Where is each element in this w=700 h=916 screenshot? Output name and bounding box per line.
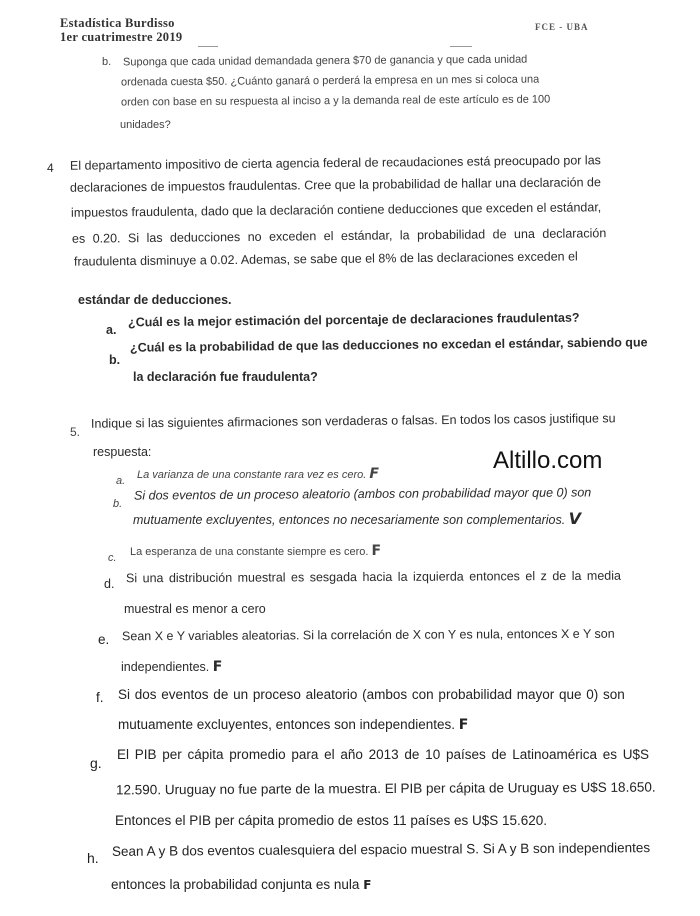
header-divider	[450, 46, 472, 47]
q5-item-letter: a.	[116, 475, 126, 487]
false-mark-icon: F	[458, 717, 469, 733]
q4-line: declaraciones de impuestos fraudulentas. Cree que la probabilidad de hallar una declaración de	[69, 175, 601, 195]
q5-item-letter: g.	[90, 755, 102, 771]
q4-item-letter: a.	[106, 323, 117, 337]
prev-item-line: unidades?	[120, 119, 171, 131]
question-number: 5.	[70, 425, 81, 439]
q5-item-text	[121, 660, 222, 674]
q5-item-letter: h.	[87, 850, 99, 866]
q5-item-text	[118, 718, 468, 732]
q5-intro: respuesta:	[93, 445, 152, 459]
statement-text: La varianza de una constante rara vez es cero.	[137, 469, 367, 481]
watermark-text: Altillo.com	[493, 447, 603, 474]
q5-item-letter: e.	[98, 632, 110, 647]
question-number: 4	[47, 161, 54, 175]
statement-text: independientes.	[121, 660, 210, 674]
q5-item-letter: d.	[104, 577, 115, 591]
q4-item-text: ¿Cuál es la mejor estimación del porcentaje de declaraciones fraudulentas?	[127, 310, 580, 330]
prev-item-letter: b.	[102, 56, 112, 68]
q4-item-text: ¿Cuál es la probabilidad de que las deducciones no excedan el estándar, sabiendo que	[129, 335, 648, 355]
q5-item-text: Sean X e Y variables aleatorias. Si la correlación de X con Y es nula, entonces X e Y son	[121, 626, 615, 644]
course-title: Estadística Burdisso	[60, 16, 175, 30]
q5-item-text: 12.590. Uruguay no fue parte de la muestra. El PIB per cápita de Uruguay es U$S 18.650.	[115, 779, 656, 798]
q5-item-text: muestral es menor a cero	[124, 602, 266, 616]
q4-line: estándar de deducciones.	[78, 293, 232, 307]
statement-text: mutuamente excluyentes, entonces no necesariamente son complementarios.	[133, 513, 566, 527]
false-mark-icon: F	[369, 466, 379, 482]
q5-item-text	[130, 544, 381, 559]
q5-item-text	[133, 509, 582, 528]
false-mark-icon: F	[212, 659, 223, 675]
q4-line: impuestos fraudulenta, dado que la declaración contiene deducciones que exceden el estándar,	[70, 200, 602, 220]
q5-item-text: Si dos eventos de un proceso aleatorio (ambos con probabilidad mayor que 0) son	[118, 687, 625, 702]
false-mark-icon: F	[363, 878, 372, 892]
prev-item-line: orden con base en su respuesta al inciso a y la demanda real de este artículo es de 100	[120, 93, 551, 109]
statement-text: La esperanza de una constante siempre es cero.	[130, 546, 369, 558]
term-title: 1er cuatrimestre 2019	[60, 30, 183, 44]
q5-item-text	[137, 467, 379, 482]
q4-line: El departamento impositivo de cierta agencia federal de recaudaciones está preocupado por las	[69, 153, 601, 173]
q5-item-text: Entonces el PIB per cápita promedio de estos 11 países es U$S 15.620.	[115, 813, 548, 828]
q5-item-letter: b.	[113, 498, 123, 510]
q4-line: fraudulenta disminuye a 0.02. Ademas, se sabe que el 8% de las declaraciones exceden el	[73, 249, 578, 269]
q5-item-text	[111, 878, 371, 892]
q5-item-text: Si una distribución muestral es sesgada hacia la izquierda entonces el z de la media	[125, 568, 621, 586]
q5-item-text: Si dos eventos de un proceso aleatorio (ambos con probabilidad mayor que 0) son	[133, 485, 592, 503]
prev-item-line: ordenada cuesta $50. ¿Cuánto ganará o perderá la empresa en un mes si coloca una	[120, 73, 540, 89]
statement-text: mutuamente excluyentes, entonces son independientes.	[118, 717, 455, 732]
prev-item-line: Suponga que cada unidad demandada genera $70 de ganancia y que cada unidad	[122, 53, 528, 69]
q4-item-text: la declaración fue fraudulenta?	[133, 370, 318, 384]
q4-item-letter: b.	[109, 353, 121, 367]
q5-intro: Indique si las siguientes afirmaciones son verdaderas o falsas. En todos los casos justifique su	[90, 411, 616, 431]
header-title	[60, 16, 182, 44]
q5-item-letter: c.	[108, 552, 117, 564]
q5-item-text: Sean A y B dos eventos cualesquiera del espacio muestral S. Si A y B son independientes	[111, 840, 651, 859]
q5-item-text: El PIB per cápita promedio para el año 2013 de 10 países de Latinoamérica es U$S	[117, 747, 650, 762]
q4-line: es 0.20. Si las deducciones no exceden el estándar, la probabilidad de una declaración	[71, 226, 607, 246]
false-mark-icon: F	[371, 543, 382, 559]
statement-text: entonces la probabilidad conjunta es nula	[111, 877, 360, 892]
q5-item-letter: f.	[96, 690, 104, 705]
header-divider	[198, 46, 218, 47]
institution-label: FCE - UBA	[535, 22, 589, 32]
true-mark-icon: V	[568, 509, 582, 528]
